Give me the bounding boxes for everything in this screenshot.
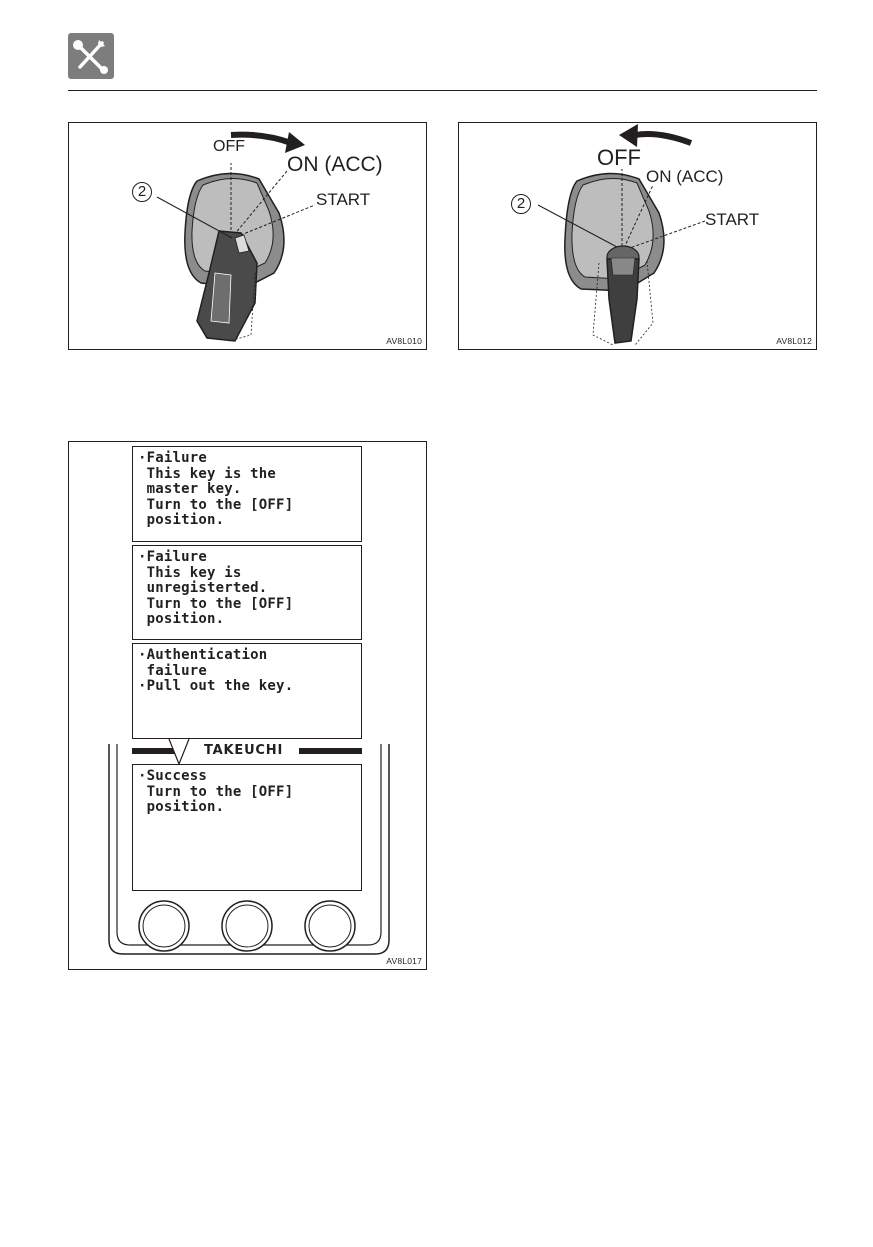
label-on-acc: ON (ACC) bbox=[646, 167, 724, 186]
message-line: This key is the bbox=[138, 465, 277, 482]
message-line: ·Authentication bbox=[138, 647, 268, 663]
label-off: OFF bbox=[597, 145, 641, 170]
figure-key-turn-on bbox=[68, 122, 427, 350]
message-box-unregistered bbox=[132, 545, 362, 640]
message-line: failure bbox=[138, 662, 208, 679]
message-line: ·Pull out the key. bbox=[138, 678, 294, 695]
brand-logo: TAKEUCHI bbox=[201, 743, 286, 758]
label-start: START bbox=[316, 190, 371, 209]
label-on-acc: ON (ACC) bbox=[287, 153, 383, 176]
message-box-auth-failure bbox=[132, 643, 362, 739]
figure-code: AV8L012 bbox=[776, 336, 812, 346]
message-line: ·Failure bbox=[138, 450, 208, 466]
callout-number: 2 bbox=[132, 182, 152, 202]
message-line: Turn to the [OFF] bbox=[138, 496, 294, 513]
figure-code: AV8L017 bbox=[386, 956, 422, 966]
message-line: Turn to the [OFF] bbox=[138, 595, 294, 612]
message-box-master-key bbox=[132, 446, 362, 542]
header-rule bbox=[68, 90, 817, 91]
figure-key-turn-off bbox=[458, 122, 817, 350]
message-line: ·Failure bbox=[138, 549, 208, 565]
message-line: Turn to the [OFF] bbox=[138, 783, 294, 800]
callout-number: 2 bbox=[511, 194, 531, 214]
wrench-screwdriver-icon bbox=[68, 33, 114, 79]
message-line: master key. bbox=[138, 481, 242, 498]
figure-monitor-messages bbox=[68, 441, 427, 970]
figure-code: AV8L010 bbox=[386, 336, 422, 346]
message-line: position. bbox=[138, 611, 225, 628]
message-line: ·Success bbox=[138, 768, 208, 784]
label-off: OFF bbox=[213, 138, 245, 155]
message-line: This key is bbox=[138, 564, 242, 581]
message-line: position. bbox=[138, 512, 225, 529]
label-start: START bbox=[705, 210, 760, 229]
message-line: unregisterted. bbox=[138, 580, 268, 597]
message-box-success bbox=[132, 764, 362, 891]
message-line: position. bbox=[138, 799, 225, 816]
